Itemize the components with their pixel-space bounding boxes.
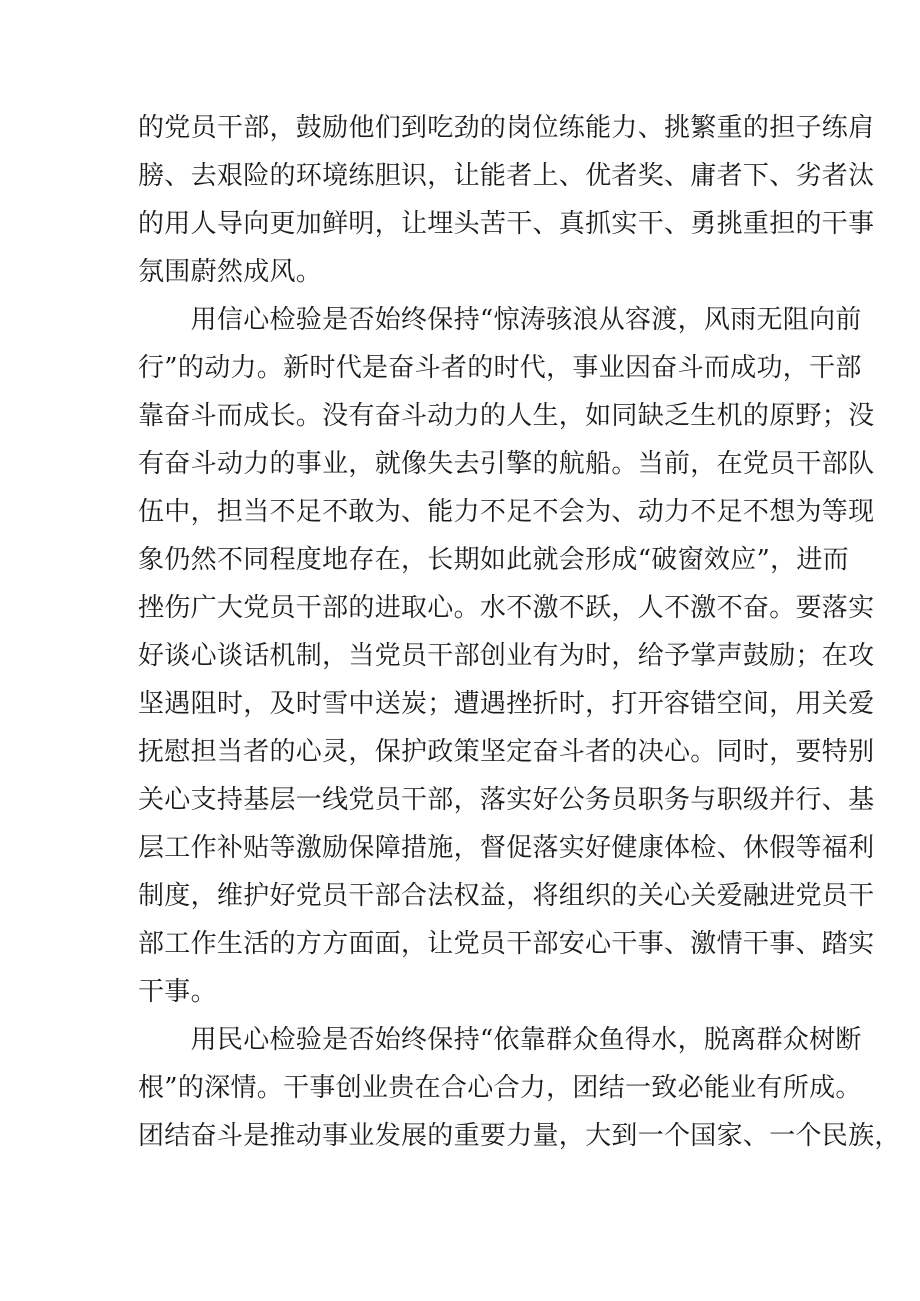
text-line: 的党员干部，鼓励他们到吃劲的岗位练能力、挑繁重的担子练肩	[138, 113, 875, 143]
text-line: 的用人导向更加鲜明，让埋头苦干、真抓实干、勇挑重担的干事	[138, 209, 875, 239]
text-line: 行”的动力。新时代是奋斗者的时代，事业因奋斗而成功，干部	[138, 353, 862, 383]
text-line: 靠奋斗而成长。没有奋斗动力的人生，如同缺乏生机的原野；没	[138, 401, 875, 431]
text-line: 挫伤广大党员干部的进取心。水不激不跃，人不激不奋。要落实	[138, 593, 875, 623]
text-line: 关心支持基层一线党员干部，落实好公务员职务与职级并行、基	[138, 785, 875, 815]
text-line: 氛围蔚然成风。	[138, 257, 323, 287]
paragraph-2	[138, 296, 875, 1016]
text-line: 膀、去艰险的环境练胆识，让能者上、优者奖、庸者下、劣者汰	[138, 161, 875, 191]
paragraph-3	[138, 1016, 901, 1160]
text-line: 根”的深情。干事创业贵在合心合力，团结一致必能业有所成。	[138, 1073, 862, 1103]
text-line: 有奋斗动力的事业，就像失去引擎的航船。当前，在党员干部队	[138, 449, 875, 479]
text-line: 用信心检验是否始终保持“惊涛骇浪从容渡，风雨无阻向前	[138, 305, 862, 335]
text-line: 层工作补贴等激励保障措施，督促落实好健康体检、休假等福利	[138, 833, 875, 863]
text-line: 用民心检验是否始终保持“依靠群众鱼得水，脱离群众树断	[138, 1025, 862, 1055]
text-line: 象仍然不同程度地存在，长期如此就会形成“破窗效应”，进而	[138, 545, 849, 575]
text-line: 制度，维护好党员干部合法权益，将组织的关心关爱融进党员干	[138, 881, 875, 911]
text-line: 干事。	[138, 977, 217, 1007]
document-body	[138, 104, 901, 1160]
paragraph-1	[138, 104, 875, 296]
text-line: 部工作生活的方方面面，让党员干部安心干事、激情干事、踏实	[138, 929, 875, 959]
text-line: 伍中，担当不足不敢为、能力不足不会为、动力不足不想为等现	[138, 497, 875, 527]
text-line: 好谈心谈话机制，当党员干部创业有为时，给予掌声鼓励；在攻	[138, 641, 875, 671]
text-line: 团结奋斗是推动事业发展的重要力量，大到一个国家、一个民族，	[138, 1121, 901, 1151]
text-line: 抚慰担当者的心灵，保护政策坚定奋斗者的决心。同时，要特别	[138, 737, 875, 767]
text-line: 坚遇阻时，及时雪中送炭；遭遇挫折时，打开容错空间，用关爱	[138, 689, 875, 719]
